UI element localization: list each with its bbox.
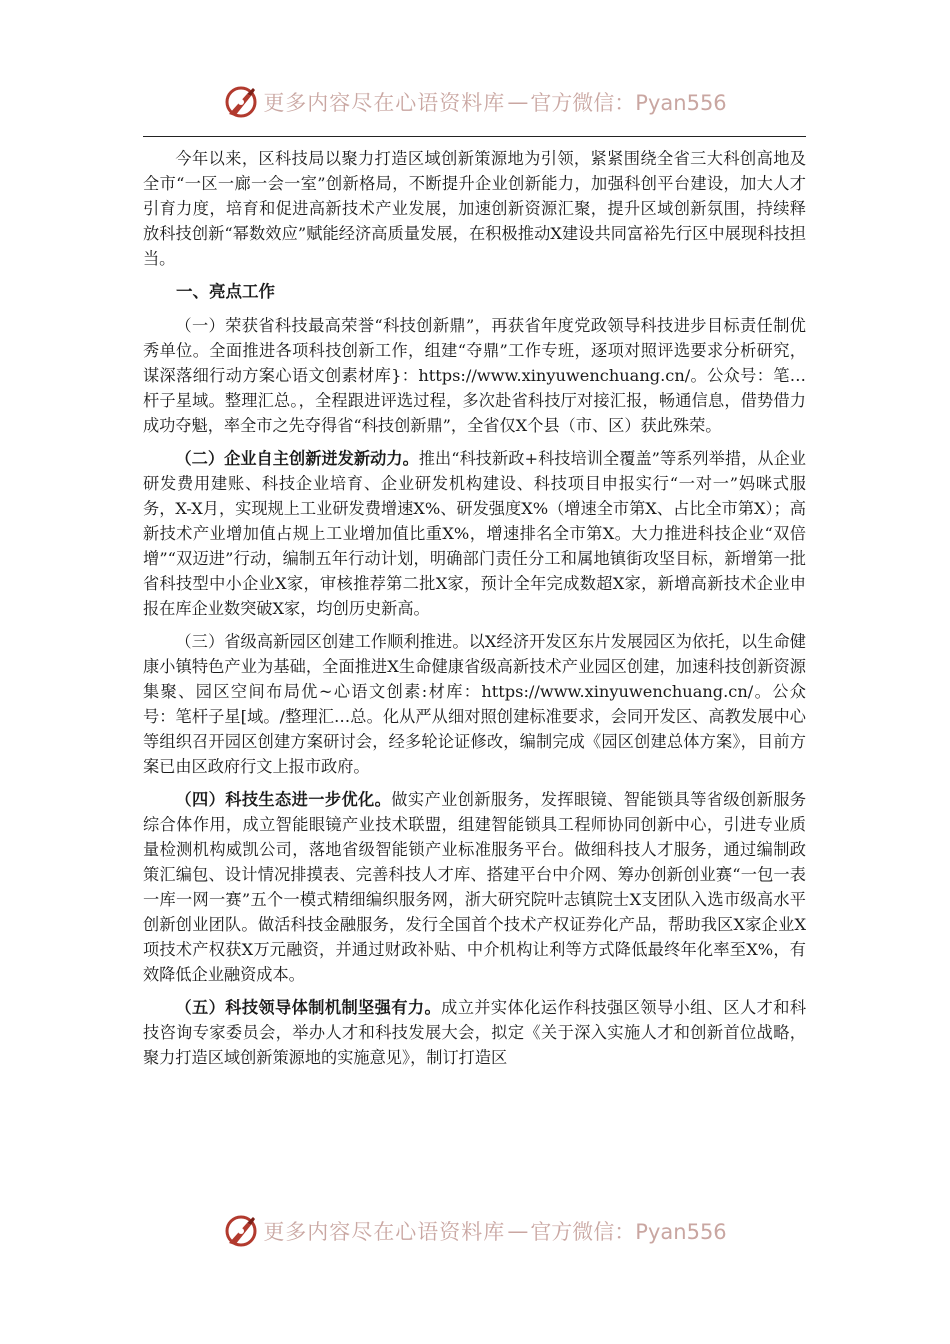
item-1-text: （一）荣获省科技最高荣誉“科技创新鼎”，再获省年度党政领导科技进步目标责任制优秀单位。全面推进各项科技创新工作，组建“夺鼎”工作专班，逐项对照评选要求分析研究，谋深落细行动方案心语文创素材库}：https://www.xinyuwenchuang.cn/。公众号：笔…杆子星域。整理汇总。，全程跟进评选过程，多次赴省科技厅对接汇报，畅通信息，借势借力成功夺魁，率全市之先夺得省“科技创新鼎”，全省仅X个县（市、区）获此殊荣。	[143, 316, 806, 435]
banner-separator: —	[507, 90, 529, 114]
item-5-text: 成立并实体化运作科技强区领导小组、区人才和科技咨询专家委员会，举办人才和科技发展大会，拟定《关于深入实施人才和创新首位战略，聚力打造区域创新策源地的实施意见》，制订打造区	[143, 998, 807, 1067]
pen-logo-icon	[223, 84, 259, 120]
item-5-heading: （五）科技领导体制机制坚强有力。	[175, 998, 442, 1017]
banner-slogan: 更多内容尽在心语资料库	[263, 91, 506, 115]
paragraph-item-2	[143, 446, 806, 621]
header-banner	[0, 82, 950, 122]
header-rule	[143, 136, 806, 137]
item-4-heading: （四）科技生态进一步优化。	[175, 790, 392, 809]
paragraph-item-3	[143, 629, 806, 779]
banner-wechat: 官方微信：Pyan556	[530, 91, 727, 115]
item-4-text: 做实产业创新服务，发挥眼镜、智能锁具等省级创新服务综合体作用，成立智能眼镜产业技术联盟，组建智能锁具工程师协同创新中心，引进专业质量检测机构威凯公司，落地省级智能锁产业标准服务平台。做细科技人才服务，通过编制政策汇编包、设计情况排摸表、完善科技人才库、搭建平台中介网、筹办创新创业赛“一包一表一库一网一赛”五个一模式精细编织服务网，浙大研究院叶志镇院士X支团队入选市级高水平创新创业团队。做活科技金融服务，发行全国首个技术产权证券化产品，帮助我区X家企业X项技术产权获X万元融资，并通过财政补贴、中介机构让利等方式降低最终年化率至X%，有效降低企业融资成本。	[143, 790, 807, 984]
paragraph-item-4	[143, 787, 806, 987]
paragraph-item-1	[143, 313, 806, 438]
section-heading: 一、亮点工作	[176, 282, 275, 301]
footer-separator: —	[507, 1219, 529, 1243]
footer-banner	[0, 1211, 950, 1251]
paragraph-item-5	[143, 995, 806, 1070]
footer-slogan: 更多内容尽在心语资料库	[263, 1220, 506, 1244]
intro-paragraph: 今年以来，区科技局以聚力打造区域创新策源地为引领，紧紧围绕全省三大科创高地及全市“一区一廊一会一室”创新格局，不断提升企业创新能力，加强科创平台建设，加大人才引育力度，培育和促进高新技术产业发展，加速创新资源汇聚，提升区域创新氛围，持续释放科技创新“幂数效应”赋能经济高质量发展，在积极推动X建设共同富裕先行区中展现科技担当。	[143, 149, 806, 268]
pen-logo-icon	[223, 1213, 259, 1249]
document-body	[143, 143, 806, 1078]
item-2-heading: （二）企业自主创新迸发新动力。	[175, 449, 419, 468]
item-3-text: （三）省级高新园区创建工作顺利推进。以X经济开发区东片发展园区为依托，以生命健康小镇特色产业为基础，全面推进X生命健康省级高新技术产业园区创建，加速科技创新资源集聚、园区空间布局优~心语文创素:材库：https://www.xinyuwenchuang.cn/。公众号：笔杆子星[域。/整理汇…总。化从严从细对照创建标准要求，会同开发区、高教发展中心等组织召开园区创建方案研讨会，经多轮论证修改，编制完成《园区创建总体方案》，目前方案已由区政府行文上报市政府。	[143, 632, 806, 776]
item-2-text: 推出“科技新政+科技培训全覆盖”等系列举措，从企业研发费用建账、科技企业培育、企业研发机构建设、科技项目申报实行“一对一”妈咪式服务，X-X月，实现规上工业研发费增速X%、研发强度X%（增速全市第X、占比全市第X）；高新技术产业增加值占规上工业增加值比重X%，增速排名全市第X。大力推进科技企业“双倍增”“双迈进”行动，编制五年行动计划，明确部门责任分工和属地镇街攻坚目标，新增第一批省科技型中小企业X家，审核推荐第二批X家，预计全年完成数超X家，新增高新技术企业申报在库企业数突破X家，均创历史新高。	[143, 449, 806, 618]
footer-wechat: 官方微信：Pyan556	[530, 1220, 727, 1244]
